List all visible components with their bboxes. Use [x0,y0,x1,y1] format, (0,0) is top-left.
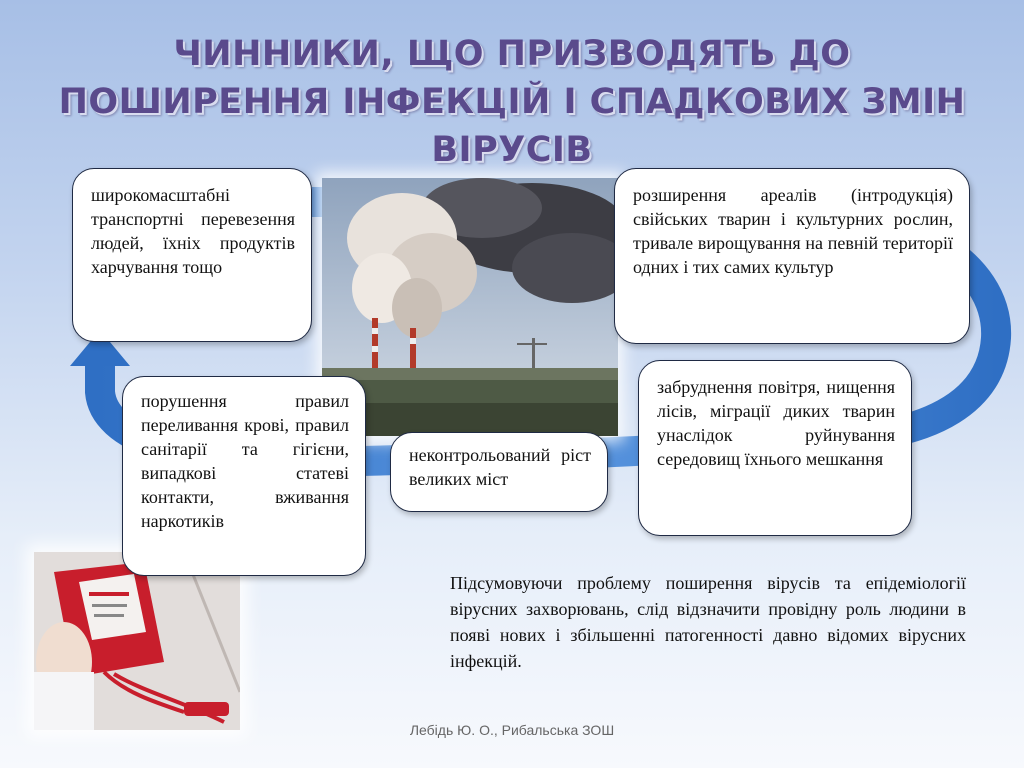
factor-transport-text: широкомасштабні транспортні перевезення людей, їхніх продуктів харчування тощо [91,185,295,277]
factor-urban-growth-box [390,432,608,512]
factor-pollution-text: забруднення повітря, нищення лісів, міграції диких тварин унаслідок руйнування середовищ їхнього мешкання [657,377,895,469]
factor-transport-box [72,168,312,342]
blood-bag-photo [34,552,240,730]
factor-areal-expansion-box [614,168,970,344]
factor-hygiene-violations-text: порушення правил переливання крові, правил санітарії та гігієни, випадкові статеві контакти, вживання наркотиків [141,391,349,531]
factory-smoke-photo [322,178,618,436]
factor-urban-growth-text: неконтрольований ріст великих міст [409,445,591,489]
summary-paragraph: Підсумовуючи проблему поширення вірусів та епідеміології вірусних захворювань, слід відзначити провідну роль людини в появі нових і збільшенні патогенності давно відомих вірусних інфекцій. [450,573,966,671]
factor-areal-expansion-text: розширення ареалів (інтродукція) свійських тварин і культурних рослин, тривале вирощування на певній території одних і тих самих культур [633,185,953,277]
slide-title: ЧИННИКИ, ЩО ПРИЗВОДЯТЬ ДО ПОШИРЕННЯ ІНФЕКЦІЙ І СПАДКОВИХ ЗМІН ВІРУСІВ [58,34,966,170]
footer-credit: Лебідь Ю. О., Рибальська ЗОШ [409,722,615,738]
factor-pollution-box [638,360,912,536]
factor-hygiene-violations-box [122,376,366,576]
